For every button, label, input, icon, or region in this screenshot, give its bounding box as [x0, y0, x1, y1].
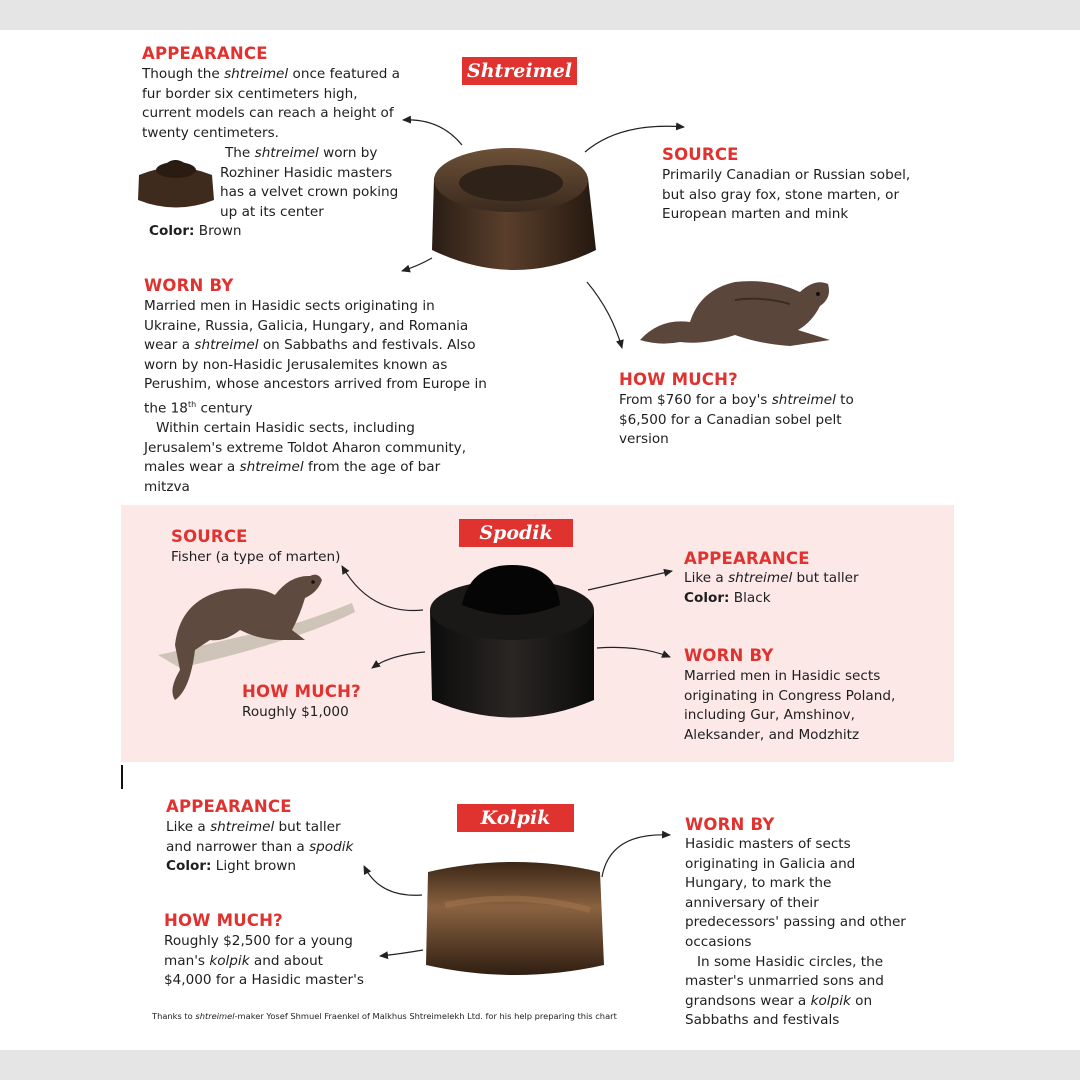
shtreimel-wornby-text: Married men in Hasidic sects originating in Ukraine, Russia, Galicia, Hungary, and Romania wear a shtreimel on Sabbaths and festivals. Also worn by non-Hasidic Jerusalemites known as Perushim, whose ancestors arrived from Europe in the 18th century Within certain Hasidic sects, including Jerusalem's extreme Toldot Aharon community, males wear a shtreimel from the age of bar mitzva — [144, 298, 487, 495]
shtreimel-hat-icon — [432, 148, 596, 270]
text-cursor — [121, 765, 123, 789]
shtreimel-howmuch-heading: HOW MUCH? — [619, 370, 738, 389]
spodik-wornby-text: Married men in Hasidic sects originating in Congress Poland, including Gur, Amshinov, Aleksander, and Modzhitz — [684, 668, 896, 743]
arrow — [342, 566, 423, 610]
shtreimel-source-text: Primarily Canadian or Russian sobel, but also gray fox, stone marten, or European marten and mink — [662, 167, 911, 223]
spodik-hat-icon — [430, 565, 594, 718]
arrow — [380, 950, 423, 956]
arrow — [402, 258, 432, 271]
kolpik-howmuch-text: Roughly $2,500 for a young man's kolpik and about $4,000 for a Hasidic master's — [164, 933, 364, 989]
arrow — [597, 647, 670, 657]
kolpik-hat-icon — [426, 862, 604, 975]
spodik-howmuch-text: Roughly $1,000 — [242, 704, 349, 720]
shtreimel-source-heading: SOURCE — [662, 145, 739, 164]
spodik-source-heading: SOURCE — [171, 527, 248, 546]
kolpik-howmuch-heading: HOW MUCH? — [164, 911, 283, 930]
shtreimel-color: Color: Brown — [149, 223, 242, 239]
spodik-appearance-text: Like a shtreimel but taller Color: Black — [684, 570, 859, 606]
kolpik-wornby-heading: WORN BY — [685, 815, 775, 834]
spodik-wornby-heading: WORN BY — [684, 646, 774, 665]
shtreimel-howmuch-text: From $760 for a boy's shtreimel to $6,500 for a Canadian sobel pelt version — [619, 392, 854, 448]
shtreimel-wornby-heading: WORN BY — [144, 276, 234, 295]
arrow — [588, 571, 672, 590]
shtreimel-rozhiner-note: The shtreimel worn by Rozhiner Hasidic masters has a velvet crown poking up at its center — [220, 145, 399, 220]
arrow — [364, 866, 422, 895]
kolpik-title: Kolpik — [457, 804, 574, 832]
kolpik-appearance-heading: APPEARANCE — [166, 797, 292, 816]
kolpik-wornby-text: Hasidic masters of sects originating in Galicia and Hungary, to mark the anniversary of their predecessors' passing and other occasions In some Hasidic circles, the master's unmarried sons and grandsons wear a kolpik on Sabbaths and festivals — [685, 836, 906, 1029]
kolpik-appearance-text: Like a shtreimel but taller and narrower than a spodik Color: Light brown — [166, 819, 354, 875]
shtreimel-title: Shtreimel — [462, 57, 577, 85]
spodik-appearance-heading: APPEARANCE — [684, 549, 810, 568]
spodik-source-text: Fisher (a type of marten) — [171, 549, 341, 565]
credit-line: Thanks to shtreimel-maker Yosef Shmuel Fraenkel of Malkhus Shtreimelekh Ltd. for his help preparing this chart — [152, 1011, 617, 1021]
arrow — [602, 835, 670, 877]
shtreimel-appearance-text: Though the shtreimel once featured a fur border six centimeters high, current models can reach a height of twenty centimeters. — [142, 66, 400, 141]
spodik-title: Spodik — [459, 519, 573, 547]
rozhiner-hat-icon — [138, 160, 214, 208]
arrow — [587, 282, 622, 348]
spodik-howmuch-heading: HOW MUCH? — [242, 682, 361, 701]
sable-animal-icon — [640, 281, 830, 346]
shtreimel-appearance-heading: APPEARANCE — [142, 44, 268, 63]
arrow — [372, 652, 425, 668]
arrow — [403, 120, 462, 145]
